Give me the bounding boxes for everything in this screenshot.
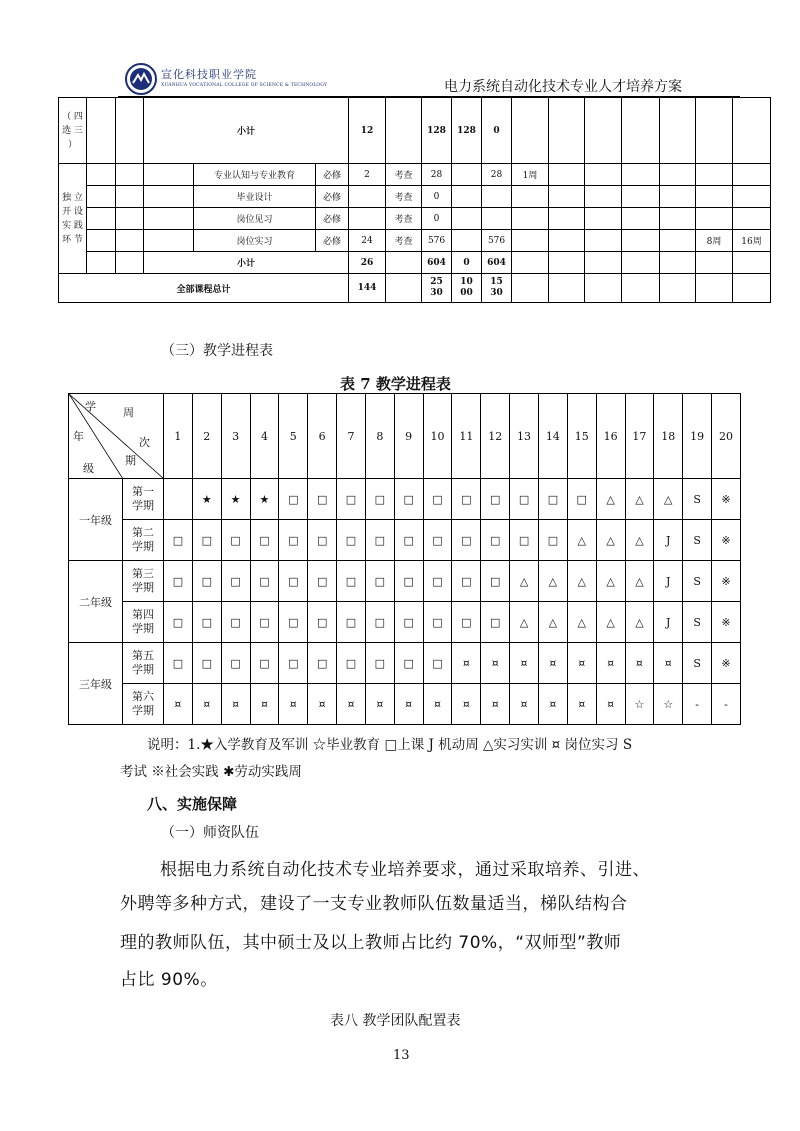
schedule-cell: △ (538, 602, 567, 643)
course-summary-table (58, 97, 771, 303)
schedule-cell: △ (596, 602, 625, 643)
section-heading: 八、实施保障 (147, 795, 238, 813)
course-theory-hours (452, 186, 482, 208)
schedule-cell: □ (192, 520, 221, 561)
course-credits: 24 (349, 230, 386, 252)
course-name: 岗位实习 (194, 230, 316, 252)
course-week-allocation (733, 186, 771, 208)
term-label: 第四学期 (123, 602, 164, 643)
schedule-cell: □ (452, 561, 481, 602)
course-practice-hours: 576 (482, 230, 512, 252)
schedule-cell: □ (221, 643, 250, 684)
schedule-cell: □ (394, 479, 423, 520)
course-assessment: 考查 (386, 186, 422, 208)
schedule-cell: △ (510, 561, 539, 602)
schedule-cell: □ (423, 602, 452, 643)
schedule-cell: △ (596, 561, 625, 602)
schedule-cell (164, 479, 193, 520)
grand-total-label: 全部课程总计 (59, 274, 349, 303)
course-assessment: 考查 (386, 230, 422, 252)
week-header: 3 (221, 394, 250, 479)
schedule-cell: □ (337, 643, 366, 684)
week-header: 7 (337, 394, 366, 479)
course-week-allocation: 8周 (696, 230, 733, 252)
course-total-hours: 576 (422, 230, 452, 252)
course-name: 岗位见习 (194, 208, 316, 230)
schedule-cell: □ (250, 561, 279, 602)
grand-total-theory: 1000 (452, 274, 482, 303)
schedule-cell: □ (164, 561, 193, 602)
course-theory-hours (452, 164, 482, 186)
subtotal-credits: 12 (349, 98, 386, 164)
term-label: 第三学期 (123, 561, 164, 602)
schedule-cell: □ (221, 561, 250, 602)
course-total-hours: 0 (422, 186, 452, 208)
document-title: 电力系统自动化技术专业人才培养方案 (444, 79, 682, 95)
schedule-cell: ¤ (308, 684, 337, 725)
corner-label: 年 (73, 430, 84, 443)
schedule-cell: □ (308, 643, 337, 684)
year-label: 二年级 (69, 561, 123, 643)
term-label: 第五学期 (123, 643, 164, 684)
table-caption: 表八 教学团队配置表 (330, 1013, 461, 1029)
schedule-cell: □ (337, 561, 366, 602)
schedule-cell: J (654, 561, 683, 602)
table-caption: 表 7 教学进程表 (340, 375, 451, 393)
course-theory-hours (452, 230, 482, 252)
subtotal-practice-hours: 604 (482, 252, 512, 274)
schedule-cell: □ (510, 520, 539, 561)
term-label: 第二学期 (123, 520, 164, 561)
schedule-cell: △ (625, 602, 654, 643)
schedule-cell: □ (250, 643, 279, 684)
schedule-cell: ¤ (452, 643, 481, 684)
schedule-cell: □ (365, 561, 394, 602)
schedule-cell: △ (625, 520, 654, 561)
schedule-cell: △ (538, 561, 567, 602)
schedule-cell: S (683, 561, 712, 602)
schedule-cell: ¤ (510, 684, 539, 725)
course-credits (349, 208, 386, 230)
schedule-cell: △ (567, 520, 596, 561)
schedule-cell: □ (250, 602, 279, 643)
schedule-cell: ※ (712, 643, 741, 684)
schedule-cell: □ (337, 520, 366, 561)
schedule-cell: □ (308, 479, 337, 520)
schedule-cell: □ (423, 520, 452, 561)
course-credits (349, 186, 386, 208)
schedule-cell: □ (452, 479, 481, 520)
schedule-cell: ★ (250, 479, 279, 520)
schedule-cell: □ (510, 479, 539, 520)
schedule-cell: △ (596, 520, 625, 561)
schedule-cell: ¤ (221, 684, 250, 725)
schedule-cell: ¤ (192, 684, 221, 725)
subtotal-label: 小计 (144, 252, 349, 274)
schedule-cell: J (654, 520, 683, 561)
schedule-cell: S (683, 643, 712, 684)
grand-total-hours: 2530 (422, 274, 452, 303)
week-header: 18 (654, 394, 683, 479)
school-logo (125, 63, 475, 97)
schedule-cell: □ (279, 643, 308, 684)
page-number: 13 (393, 1048, 410, 1063)
schedule-cell: S (683, 479, 712, 520)
subtotal-label: 小计 (144, 98, 349, 164)
section-heading: （三）教学进程表 (161, 343, 273, 359)
schedule-cell: □ (365, 602, 394, 643)
subtotal-theory-hours: 128 (452, 98, 482, 164)
schedule-cell: □ (394, 643, 423, 684)
schedule-cell: □ (279, 479, 308, 520)
schedule-cell: ¤ (596, 684, 625, 725)
schedule-cell: ¤ (625, 643, 654, 684)
corner-label: 学 (85, 400, 96, 413)
course-type: 必修 (316, 186, 349, 208)
schedule-cell: □ (481, 520, 510, 561)
course-week-allocation: 1周 (512, 164, 549, 186)
corner-label: 级 (83, 462, 94, 475)
schedule-cell: □ (538, 479, 567, 520)
schedule-cell: □ (164, 520, 193, 561)
schedule-cell: △ (510, 602, 539, 643)
subsection-heading: （一）师资队伍 (161, 825, 259, 841)
legend-line: 考试 ※社会实践 ✱劳动实践周 (120, 764, 302, 780)
schedule-cell: ¤ (567, 684, 596, 725)
body-paragraph-line: 占比 90%。 (120, 970, 218, 990)
course-type: 必修 (316, 230, 349, 252)
grand-total-practice: 1530 (482, 274, 512, 303)
schedule-cell: □ (394, 520, 423, 561)
schedule-table-wrap (68, 393, 740, 724)
course-practice-hours (482, 208, 512, 230)
course-assessment: 考查 (386, 208, 422, 230)
week-header: 13 (510, 394, 539, 479)
grand-total-credits: 144 (349, 274, 386, 303)
schedule-cell: □ (452, 602, 481, 643)
schedule-cell: - (683, 684, 712, 725)
course-name: 毕业设计 (194, 186, 316, 208)
schedule-cell: △ (596, 479, 625, 520)
subtotal-total-hours: 128 (422, 98, 452, 164)
schedule-cell: ☆ (654, 684, 683, 725)
schedule-cell: □ (221, 602, 250, 643)
schedule-cell: □ (279, 602, 308, 643)
week-header: 4 (250, 394, 279, 479)
schedule-cell: □ (192, 643, 221, 684)
schedule-corner-header (69, 394, 164, 479)
schedule-cell: □ (481, 561, 510, 602)
schedule-cell: □ (279, 520, 308, 561)
course-name: 专业认知与专业教育 (194, 164, 316, 186)
course-week-allocation (696, 164, 733, 186)
week-header: 19 (683, 394, 712, 479)
course-week-allocation (512, 230, 549, 252)
school-name-en: XUANHUA VOCATIONAL COLLEGE OF SCIENCE & TECHNOLOGY (161, 83, 328, 88)
subtotal-practice-hours: 0 (482, 98, 512, 164)
schedule-cell: □ (423, 479, 452, 520)
subtotal-total-hours: 604 (422, 252, 452, 274)
week-header: 12 (481, 394, 510, 479)
body-paragraph-line: 理的教师队伍，其中硕士及以上教师占比约 70%，“双师型”教师 (120, 933, 622, 953)
schedule-cell: ¤ (481, 643, 510, 684)
course-week-allocation (512, 208, 549, 230)
schedule-cell: ¤ (365, 684, 394, 725)
schedule-cell: □ (481, 479, 510, 520)
group-label-practice: 独 立 开 设 实 践 环 节 (59, 164, 87, 274)
corner-label: 次 (139, 436, 150, 449)
schedule-cell: ¤ (538, 643, 567, 684)
body-paragraph-line: 根据电力系统自动化技术专业培养要求，通过采取培养、引进、 (160, 860, 650, 880)
schedule-cell: □ (365, 520, 394, 561)
schedule-cell: ¤ (510, 643, 539, 684)
schedule-cell: ★ (192, 479, 221, 520)
schedule-cell: ※ (712, 561, 741, 602)
schedule-cell: □ (481, 602, 510, 643)
corner-label: 期 (125, 454, 136, 467)
week-header: 14 (538, 394, 567, 479)
schedule-cell: □ (365, 643, 394, 684)
school-name-cn: 宣化科技职业学院 (161, 68, 257, 81)
course-total-hours: 28 (422, 164, 452, 186)
group-label-elective: （ 四 选 三 ） (59, 98, 87, 164)
week-header: 15 (567, 394, 596, 479)
schedule-cell: □ (365, 479, 394, 520)
term-label: 第一学期 (123, 479, 164, 520)
course-practice-hours (482, 186, 512, 208)
week-header: 10 (423, 394, 452, 479)
subtotal-theory-hours: 0 (452, 252, 482, 274)
year-label: 一年级 (69, 479, 123, 561)
schedule-cell: □ (308, 602, 337, 643)
schedule-cell: ※ (712, 520, 741, 561)
schedule-cell: ¤ (567, 643, 596, 684)
schedule-cell: □ (279, 561, 308, 602)
week-header: 5 (279, 394, 308, 479)
course-week-allocation (733, 164, 771, 186)
course-theory-hours (452, 208, 482, 230)
week-header: 6 (308, 394, 337, 479)
schedule-cell: △ (654, 479, 683, 520)
schedule-cell: □ (538, 520, 567, 561)
schedule-cell: □ (423, 643, 452, 684)
schedule-cell: □ (192, 602, 221, 643)
schedule-cell: ¤ (423, 684, 452, 725)
body-paragraph-line: 外聘等多种方式，建设了一支专业教师队伍数量适当，梯队结构合 (120, 894, 628, 914)
week-header: 20 (712, 394, 741, 479)
schedule-cell: ☆ (625, 684, 654, 725)
schedule-cell: ¤ (337, 684, 366, 725)
schedule-cell: □ (250, 520, 279, 561)
schedule-cell: ¤ (250, 684, 279, 725)
schedule-cell: □ (164, 602, 193, 643)
schedule-cell: - (712, 684, 741, 725)
course-week-allocation (733, 208, 771, 230)
schedule-cell: □ (221, 520, 250, 561)
schedule-cell: ※ (712, 602, 741, 643)
course-type: 必修 (316, 208, 349, 230)
school-emblem-icon (125, 63, 157, 95)
course-credits: 2 (349, 164, 386, 186)
course-type: 必修 (316, 164, 349, 186)
schedule-cell: △ (567, 561, 596, 602)
week-header: 8 (365, 394, 394, 479)
course-week-allocation (696, 208, 733, 230)
term-label: 第六学期 (123, 684, 164, 725)
week-header: 2 (192, 394, 221, 479)
schedule-cell: □ (423, 561, 452, 602)
schedule-cell: ※ (712, 479, 741, 520)
schedule-cell: ★ (221, 479, 250, 520)
schedule-cell: □ (337, 602, 366, 643)
schedule-cell: △ (625, 479, 654, 520)
year-label: 三年级 (69, 643, 123, 725)
schedule-cell: □ (567, 479, 596, 520)
schedule-cell: ¤ (394, 684, 423, 725)
schedule-cell: □ (337, 479, 366, 520)
schedule-cell: □ (308, 561, 337, 602)
schedule-cell: □ (452, 520, 481, 561)
schedule-cell: S (683, 520, 712, 561)
week-header: 9 (394, 394, 423, 479)
schedule-cell: ¤ (654, 643, 683, 684)
schedule-cell: □ (192, 561, 221, 602)
schedule-cell: □ (394, 602, 423, 643)
course-week-allocation: 16周 (733, 230, 771, 252)
schedule-cell: ¤ (279, 684, 308, 725)
corner-label: 周 (123, 406, 134, 419)
teaching-schedule-table (68, 393, 741, 725)
course-week-allocation (696, 186, 733, 208)
schedule-cell: ¤ (164, 684, 193, 725)
schedule-cell: ¤ (596, 643, 625, 684)
schedule-cell: ¤ (452, 684, 481, 725)
course-week-allocation (512, 186, 549, 208)
schedule-cell: □ (394, 561, 423, 602)
schedule-cell: J (654, 602, 683, 643)
schedule-cell: ¤ (538, 684, 567, 725)
week-header: 1 (164, 394, 193, 479)
week-header: 17 (625, 394, 654, 479)
schedule-cell: △ (625, 561, 654, 602)
course-assessment: 考查 (386, 164, 422, 186)
subtotal-credits: 26 (349, 252, 386, 274)
schedule-cell: □ (308, 520, 337, 561)
schedule-cell: S (683, 602, 712, 643)
week-header: 11 (452, 394, 481, 479)
schedule-cell: ¤ (481, 684, 510, 725)
week-header: 16 (596, 394, 625, 479)
schedule-cell: △ (567, 602, 596, 643)
legend-line: 说明：1.★入学教育及军训 ☆毕业教育 □上课 J 机动周 △实习实训 ¤ 岗位实习 S (147, 737, 633, 753)
course-practice-hours: 28 (482, 164, 512, 186)
course-total-hours: 0 (422, 208, 452, 230)
schedule-cell: □ (164, 643, 193, 684)
